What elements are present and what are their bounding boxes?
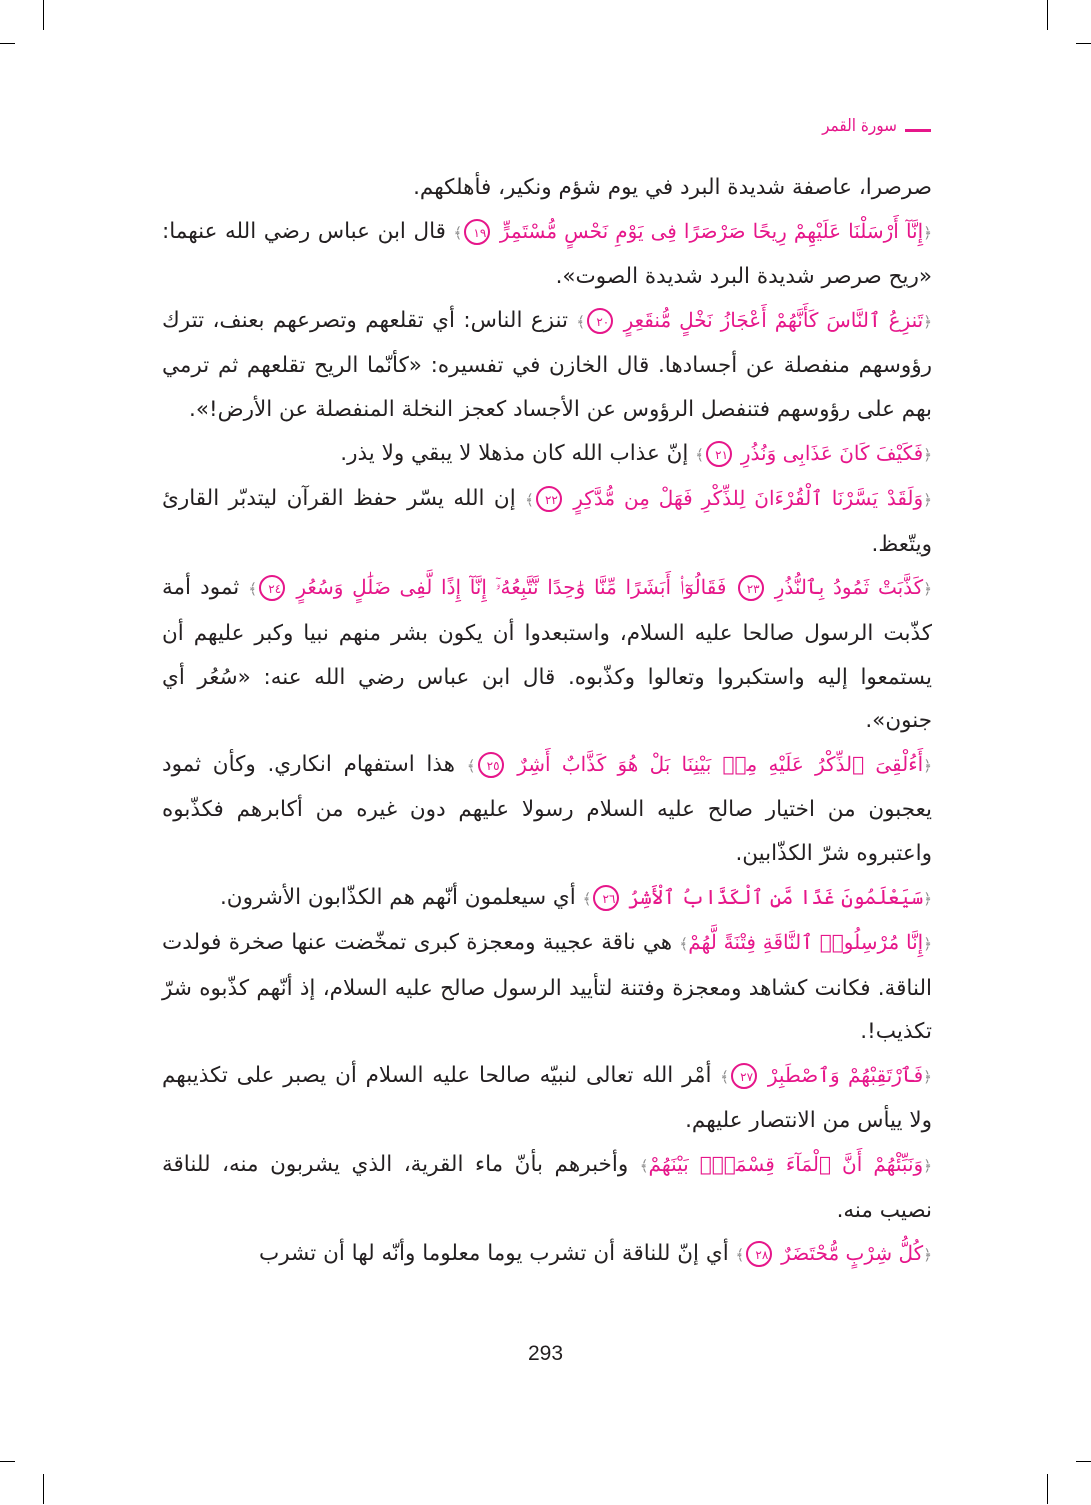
- commentary-text: أي إنّ للناقة أن تشرب يوما معلوما وأنّه لها أن تشرب: [258, 1241, 729, 1267]
- paragraph: [162, 1143, 932, 1232]
- ornate-bracket-close: ﴾: [582, 889, 592, 908]
- paragraph: [162, 210, 932, 299]
- commentary-text: إنّ عذاب الله كان مذهلا لا يبقي ولا يذر.: [340, 440, 689, 466]
- ornate-bracket-open: ﴿: [923, 491, 932, 510]
- commentary-text: تنزع الناس: أي تقلعهم وتصرعهم بعنف، تترك رؤوسهم منفصلة عن أجسادها. قال الخازن في تفسيره: «كأنّما الريح تقلعهم ثم ترمي بهم على رؤوسهم فتنفصل الرؤوس عن الأجساد كعجز النخلة المنفصلة عن الأرض!».: [162, 307, 932, 422]
- crop-mark-bottom-right-horizontal: [1076, 1461, 1091, 1462]
- ayah-number-medallion: ٢٧: [731, 1063, 757, 1089]
- commentary-text: هذا استفهام انكاري. وكأن ثمود يعجبون من اختيار صالح عليه السلام رسولا عليهم دون غيره من أكابرهم فكذّبوه واعتبروه شرّ الكذّابين.: [162, 751, 932, 866]
- ornate-bracket-open: ﴿: [923, 223, 932, 242]
- quran-verse: تَنزِعُ ٱلنَّاسَ كَأَنَّهُمْ أَعْجَازُ نَخْلٍ مُّنقَعِرٍ: [623, 307, 924, 332]
- ornate-bracket-open: ﴿: [923, 935, 932, 954]
- ornate-bracket-close: ﴾: [453, 223, 463, 242]
- crop-mark-bottom-left-vertical: [43, 1474, 44, 1504]
- paragraph: [162, 166, 932, 210]
- commentary-text: إن الله يسّر حفظ القرآن ليتدبّر القارئ ويتّعظ.: [162, 486, 932, 557]
- crop-mark-top-right-horizontal: [1076, 43, 1091, 44]
- ornate-bracket-open: ﴿: [923, 580, 932, 599]
- ornate-bracket-close: ﴾: [695, 445, 705, 464]
- ornate-bracket-open: ﴿: [923, 889, 932, 908]
- crop-mark-top-left-horizontal: [0, 43, 15, 44]
- ayah-number-medallion: ٢٥: [478, 752, 504, 778]
- ornate-bracket-open: ﴿: [923, 445, 932, 464]
- ayah-number-medallion: ٢٣: [738, 575, 764, 601]
- quran-verse: فَقَالُوٓا۟ أَبَشَرًا مِّنَّا وَٰحِدًا نَّتَّبِعُهُۥٓ إِنَّآ إِذًا لَّفِى ضَلَٰلٍ وَسُعُرٍ: [296, 575, 727, 600]
- paragraph: [162, 299, 932, 432]
- commentary-text: أي سيعلمون أنّهم هم الكذّابون الأشرون.: [219, 884, 576, 910]
- paragraph: [162, 876, 932, 922]
- commentary-text: هي ناقة عجيبة ومعجزة كبرى تمخّضت عنها صخرة فولدت الناقة. فكانت كشاهد ومعجزة وفتنة لتأييد الرسول صالح عليه السلام، إذ أنّهم كذّبوه شرّ تكذيب!.: [162, 930, 932, 1045]
- ornate-bracket-open: ﴿: [923, 1157, 932, 1176]
- page-number: 293: [527, 1342, 564, 1365]
- quran-verse: سَيَعْلَمُونَ غَدًا مَّنِ ٱلْكَذَّابُ ٱلْأَشِرُ: [628, 884, 924, 909]
- ayah-number-medallion: ٢٠: [587, 308, 613, 334]
- crop-mark-top-right-vertical: [1047, 0, 1048, 30]
- ayah-number-medallion: ١٩: [464, 219, 490, 245]
- commentary-body: [162, 166, 932, 1278]
- commentary-text: وأخبرهم بأنّ ماء القرية، الذي يشربون منه، للناقة نصيب منه.: [162, 1152, 932, 1223]
- crop-mark-top-left-vertical: [43, 0, 44, 30]
- running-head: [822, 116, 931, 136]
- commentary-text: أمْر الله تعالى لنبيّه صالحا عليه السلام أن يصبر على تكذيبهم ولا ييأس من الانتصار عليهم.: [162, 1062, 932, 1134]
- surah-title: سورة القمر: [822, 116, 897, 136]
- quran-verse: كُلُّ شِرْبٍ مُّحْتَضَرٌ: [781, 1241, 924, 1266]
- ayah-number-medallion: ٢١: [706, 441, 732, 467]
- paragraph: [162, 1054, 932, 1143]
- commentary-text: صرصرا، عاصفة شديدة البرد في يوم شؤم ونكير، فأهلكهم.: [413, 175, 932, 200]
- ornate-bracket-open: ﴿: [923, 756, 932, 775]
- paragraph: [162, 477, 932, 566]
- ornate-bracket-close: ﴾: [735, 1246, 745, 1265]
- quran-verse: وَلَقَدْ يَسَّرْنَا ٱلْقُرْءَانَ لِلذِّكْرِ فَهَلْ مِن مُّدَّكِرٍ: [573, 486, 924, 511]
- ornate-bracket-close: ﴾: [525, 491, 534, 510]
- ornate-bracket-close: ﴾: [720, 1067, 730, 1086]
- ornate-bracket-close: ﴾: [248, 580, 258, 599]
- ornate-bracket-open: ﴿: [923, 1246, 932, 1265]
- ornate-bracket-close: ﴾: [466, 756, 476, 775]
- ornate-bracket-open: ﴿: [923, 1067, 932, 1086]
- quran-verse: فَٱرْتَقِبْهُمْ وَٱصْطَبِرْ: [767, 1062, 924, 1087]
- paragraph: [162, 432, 932, 478]
- paragraph: [162, 921, 932, 1054]
- ayah-number-medallion: ٢٤: [259, 575, 285, 601]
- ornate-bracket-close: ﴾: [639, 1157, 649, 1176]
- quran-verse: فَكَيْفَ كَانَ عَذَابِى وَنُذُرِ: [740, 440, 924, 465]
- commentary-text: قال ابن عباس رضي الله عنهما: «ريح صرصر شديدة البرد شديدة الصوت».: [162, 218, 932, 290]
- quran-verse: كَذَّبَتْ ثَمُودُ بِٱلنُّذُرِ: [774, 575, 924, 600]
- quran-verse: أَءُلْقِىَ ٱلذِّكْرُ عَلَيْهِ مِنۢ بَيْنِنَا بَلْ هُوَ كَذَّابٌ أَشِرٌ: [517, 751, 924, 776]
- ayah-number-medallion: ٢٦: [593, 885, 619, 911]
- crop-mark-bottom-right-vertical: [1047, 1474, 1048, 1504]
- paragraph: [162, 566, 932, 742]
- ornate-bracket-close: ﴾: [576, 312, 586, 331]
- ayah-number-medallion: ٢٨: [746, 1241, 772, 1267]
- ayah-number-medallion: ٢٢: [536, 486, 562, 512]
- ornate-bracket-close: ﴾: [679, 935, 689, 954]
- paragraph: [162, 743, 932, 876]
- quran-verse: وَنَبِّئْهُمْ أَنَّ ٱلْمَآءَ قِسْمَةٌۢ بَيْنَهُمْ: [648, 1152, 924, 1177]
- quran-verse: إِنَّا مُرْسِلُوا۟ ٱلنَّاقَةِ فِتْنَةً لَّهُمْ: [688, 930, 924, 955]
- ornate-bracket-open: ﴿: [923, 312, 933, 331]
- crop-mark-bottom-left-horizontal: [0, 1461, 15, 1462]
- paragraph: [162, 1232, 932, 1278]
- quran-verse: إِنَّآ أَرْسَلْنَا عَلَيْهِمْ رِيحًا صَرْصَرًا فِى يَوْمِ نَحْسٍ مُّسْتَمِرٍّ: [499, 218, 924, 243]
- commentary-text: ثمود أمة كذّبت الرسول صالحا عليه السلام، واستبعدوا أن يكون بشر منهم نبيا وكبر عليهم أن يستمعوا إليه واستكبروا وتعالوا وكذّبوه. قال ابن عباس رضي الله عنه: «سُعُر أي جنون».: [162, 575, 932, 734]
- running-head-rule: [905, 129, 931, 132]
